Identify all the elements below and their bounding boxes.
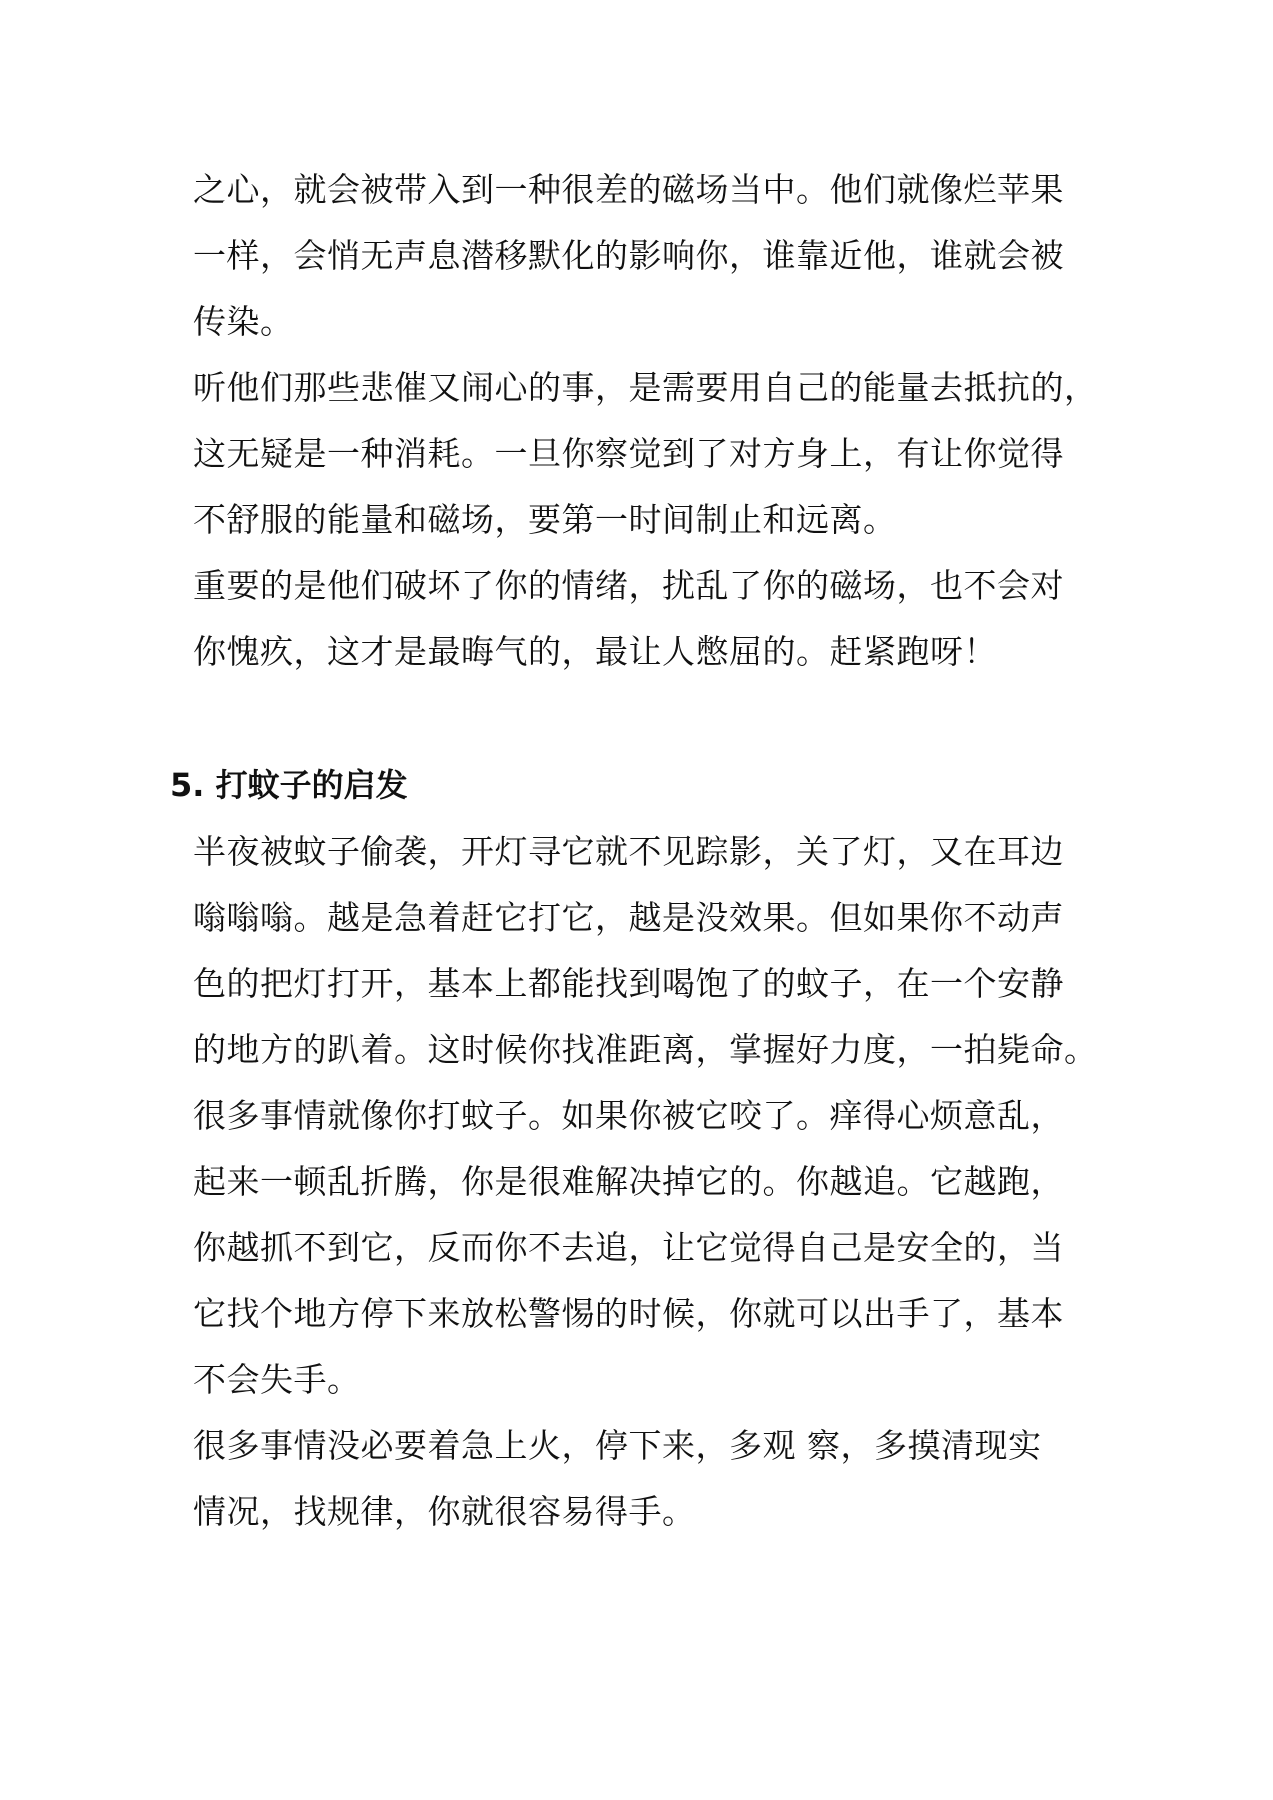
- text-line: 半夜被蚊子偷袭，开灯寻它就不见踪影，关了灯，又在耳边: [193, 832, 1064, 871]
- text-line: 不会失手。: [193, 1360, 361, 1399]
- text-line: 很多事情就像你打蚊子。如果你被它咬了。痒得心烦意乱，: [193, 1096, 1064, 1135]
- text-line: 它找个地方停下来放松警惕的时候，你就可以出手了，基本: [193, 1294, 1064, 1333]
- text-line: 你愧疚，这才是最晦气的，最让人憋屈的。赶紧跑呀！: [193, 632, 997, 671]
- text-line: 色的把灯打开，基本上都能找到喝饱了的蚊子，在一个安静: [193, 964, 1064, 1003]
- section-heading: 5. 打蚊子的启发: [170, 766, 408, 804]
- text-line: 之心，就会被带入到一种很差的磁场当中。他们就像烂苹果: [193, 170, 1064, 209]
- text-line: 情况，找规律，你就很容易得手。: [193, 1492, 696, 1531]
- text-line: 的地方的趴着。这时候你找准距离，掌握好力度，一拍毙命。: [193, 1030, 1098, 1069]
- text-line: 一样，会悄无声息潜移默化的影响你，谁靠近他，谁就会被: [193, 236, 1064, 275]
- text-line: 你越抓不到它，反而你不去追，让它觉得自己是安全的，当: [193, 1228, 1064, 1267]
- text-line: 很多事情没必要着急上火，停下来，多观 察，多摸清现实: [193, 1426, 1042, 1465]
- text-line: 起来一顿乱折腾，你是很难解决掉它的。你越追。它越跑，: [193, 1162, 1064, 1201]
- text-line: 听他们那些悲催又闹心的事，是需要用自己的能量去抵抗的，: [193, 368, 1098, 407]
- text-line: 传染。: [193, 302, 294, 341]
- text-line: 嗡嗡嗡。越是急着赶它打它，越是没效果。但如果你不动声: [193, 898, 1064, 937]
- text-line: 重要的是他们破坏了你的情绪，扰乱了你的磁场，也不会对: [193, 566, 1064, 605]
- text-line: 这无疑是一种消耗。一旦你察觉到了对方身上，有让你觉得: [193, 434, 1064, 473]
- text-line: 不舒服的能量和磁场，要第一时间制止和远离。: [193, 500, 897, 539]
